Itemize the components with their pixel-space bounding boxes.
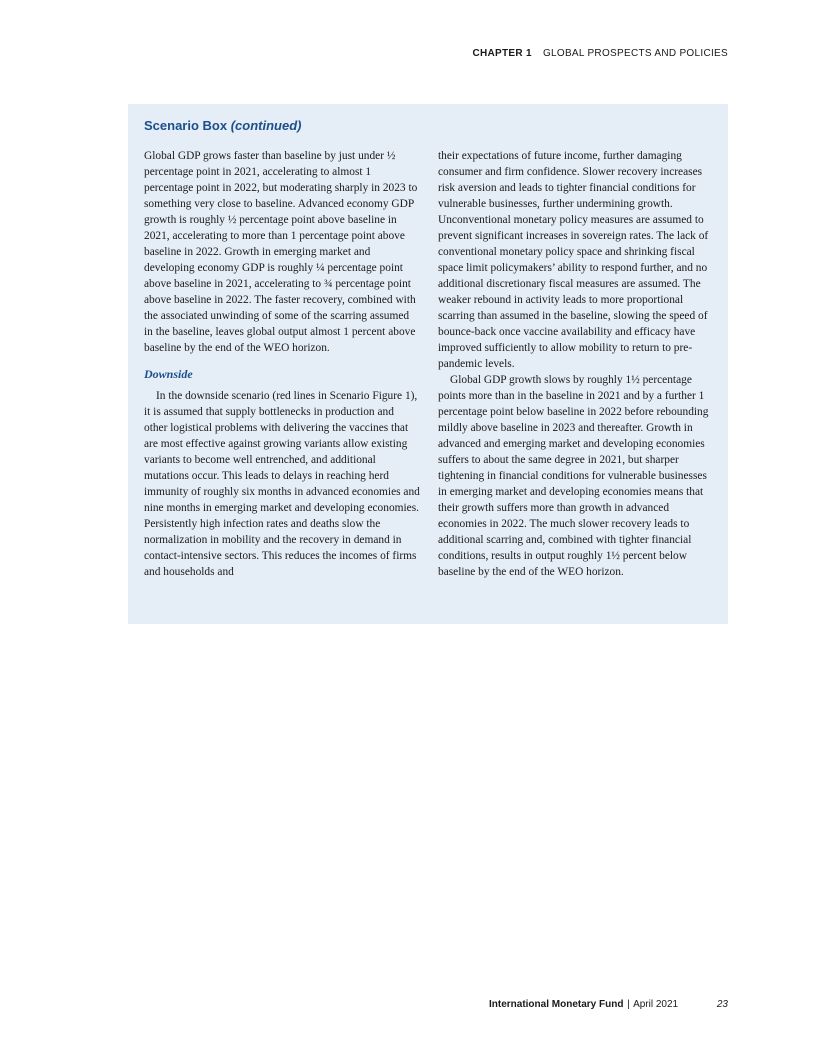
footer-separator: | [627, 999, 630, 1010]
box-title-text: Scenario Box [144, 118, 228, 133]
right-paragraph-2: Global GDP growth slows by roughly 1½ percentage points more than in the baseline in 2021 and by a further 1 percentage point below baseline in 2022 before rebounding mildly above baseline in 2023 and thereafter. Growth in advanced and emerging market and developing economies suffers to about the same degree in 2021, but sharper tightening in financial conditions for vulnerable businesses in emerging market and developing economies means that their growth suffers more than growth in advanced economies in 2022. The much slower recovery leads to additional scarring and, combined with tighter financial conditions, results in output roughly 1½ percent below baseline by the end of the WEO horizon. [438, 374, 709, 578]
chapter-label: CHAPTER 1 [472, 48, 532, 59]
scenario-box [128, 104, 728, 624]
downside-subheading: Downside [144, 367, 193, 381]
page-footer [489, 999, 728, 1010]
box-title [144, 118, 301, 133]
chapter-title: GLOBAL PROSPECTS AND POLICIES [542, 48, 728, 59]
footer-date: April 2021 [633, 999, 679, 1010]
left-column [144, 148, 420, 580]
left-paragraph-1: Global GDP grows faster than baseline by just under ½ percentage point in 2021, accelerating to almost 1 percentage point in 2022, but moderating sharply in 2023 to something very close to baseline. Advanced economy GDP growth is roughly ½ percentage point above baseline in 2021, accelerating to more than 1 percentage point above baseline in 2022. Growth in emerging market and developing economy GDP is roughly ¼ percentage point above baseline in 2021, accelerating to ¾ percentage point above baseline in 2022. The faster recovery, combined with the associated unwinding of some of the scarring assumed in the baseline, leaves global output almost 1 percent above baseline by the end of the WEO horizon. [144, 150, 418, 354]
running-header [472, 48, 728, 59]
page-number: 23 [716, 999, 728, 1010]
left-paragraph-2: In the downside scenario (red lines in Scenario Figure 1), it is assumed that supply bottlenecks in production and other logistical problems with delivering the vaccines that are most effective against growing variants allow existing variants to become well entrenched, and additional mutations occur. This leads to delays in reaching herd immunity of roughly six months in advanced economies and nine months in emerging market and developing economies. Persistently high infection rates and deaths slow the normalization in mobility and the recovery in demand in contact-intensive sectors. This reduces the incomes of firms and households and [144, 390, 420, 578]
box-title-continued: (continued) [230, 118, 302, 133]
right-paragraph-1: their expectations of future income, further damaging consumer and firm confidence. Slower recovery increases risk aversion and leads to tighter financial conditions for vulnerable businesses, further undermining growth. Unconventional monetary policy measures are assumed to prevent significant increases in sovereign rates. The lack of conventional monetary policy space and shrinking fiscal space limit policymakers’ ability to respond further, and no additional discretionary fiscal measures are assumed. The weaker rebound in activity leads to more proportional scarring than assumed in the baseline, slowing the speed of bounce-back once vaccine availability and efficacy have improved sufficiently to allow mobility to return to pre-pandemic levels. [438, 150, 709, 370]
footer-organization: International Monetary Fund [488, 999, 624, 1010]
right-column [438, 148, 714, 580]
